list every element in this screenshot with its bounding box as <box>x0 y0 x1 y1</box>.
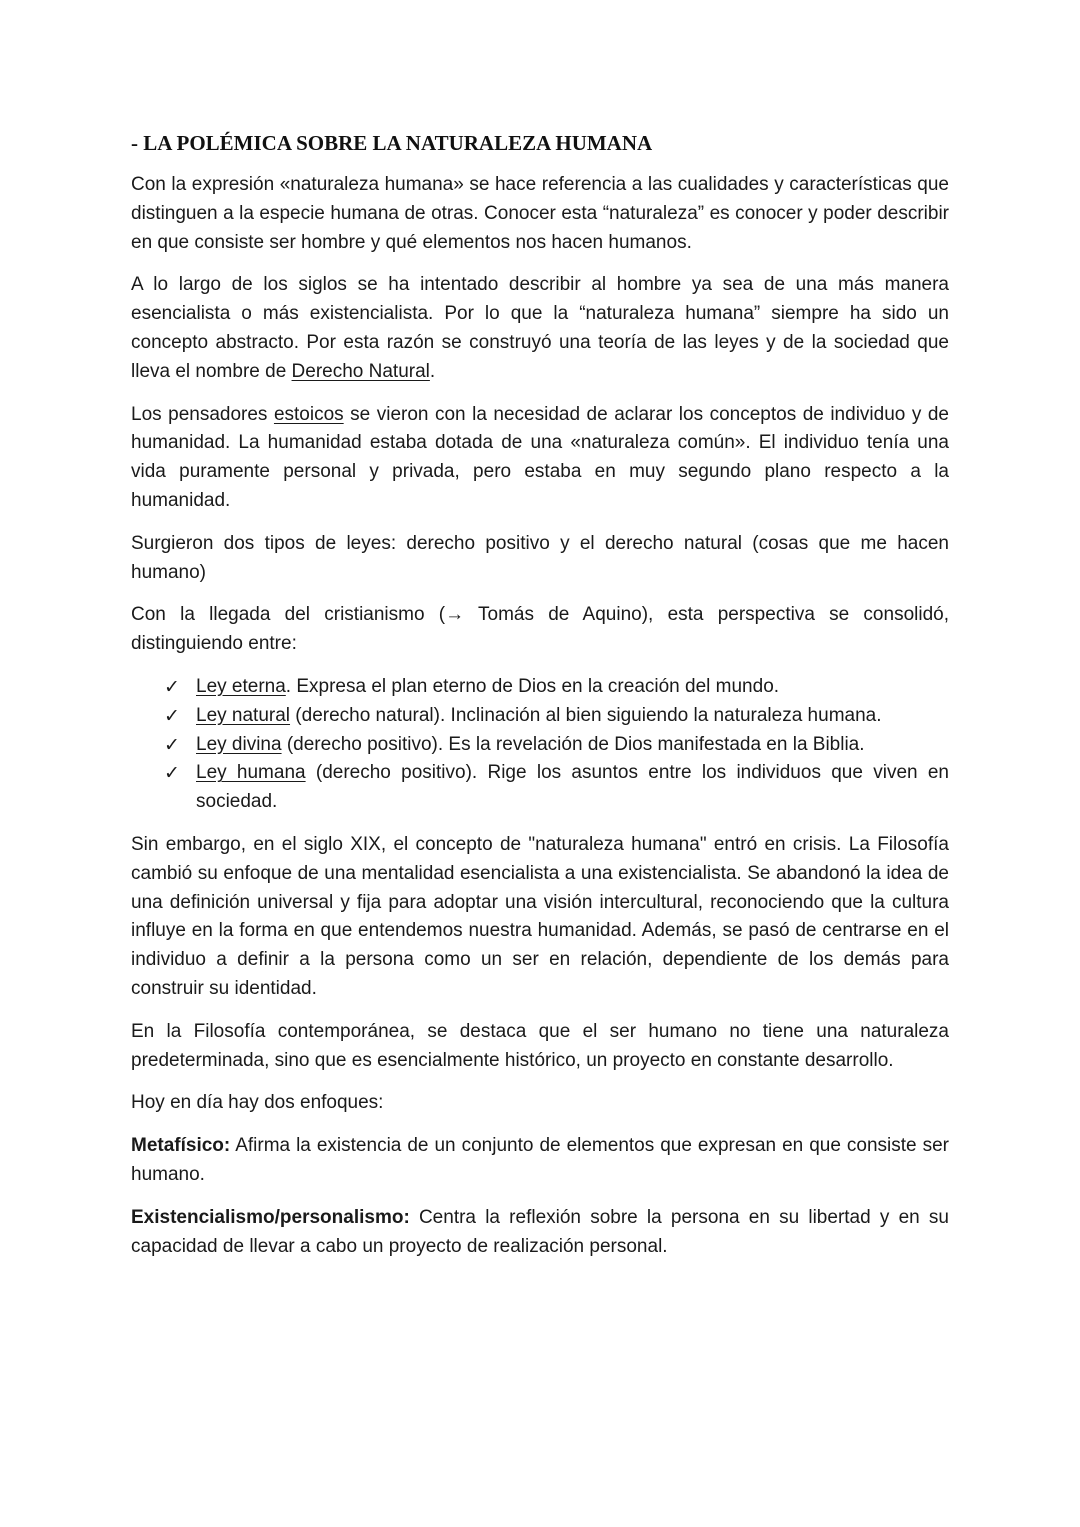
list-item <box>131 759 949 817</box>
checkmark-icon: ✓ <box>164 704 180 727</box>
paragraph-crisis: Sin embargo, en el siglo XIX, el concepto de "naturaleza humana" entró en crisis. La Filosofía cambió su enfoque de una mentalidad esencialista a una existencialista. Se abandonó la idea de una definición universal y fija para adoptar una visión intercultural, reconociendo que la cultura influye en la forma en que entendemos nuestra humanidad. Además, se pasó de centrarse en el individuo a definir a la persona como un ser en relación, dependiente de los demás para construir su identidad. <box>131 833 949 999</box>
document-page <box>131 128 949 1275</box>
law-term: Ley humana <box>196 762 306 784</box>
law-term: Ley natural <box>196 704 291 726</box>
text: . <box>429 360 436 382</box>
paragraph-approaches-intro: Hoy en día hay dos enfoques: <box>131 1092 384 1114</box>
law-text: (derecho positivo). Rige los asuntos entre los individuos que viven en sociedad. <box>196 762 949 813</box>
law-term: Ley eterna <box>196 675 286 697</box>
text: Los pensadores <box>131 403 274 425</box>
checkmark-icon: ✓ <box>164 675 180 698</box>
paragraph-intro: Con la expresión «naturaleza humana» se hace referencia a las cualidades y características que distinguen a la especie humana de otras. Conocer esta “naturaleza” es conocer y poder describir en que consiste ser hombre y qué elementos nos hacen humanos. <box>131 174 949 253</box>
term-derecho-natural: Derecho Natural <box>291 360 430 382</box>
checkmark-icon: ✓ <box>164 762 180 785</box>
law-term: Ley divina <box>196 733 282 755</box>
paragraph-metaphysical <box>131 1132 949 1190</box>
paragraph-laws-types: Surgieron dos tipos de leyes: derecho positivo y el derecho natural (cosas que me hacen humano) <box>131 532 949 583</box>
list-item <box>131 702 949 731</box>
text: se vieron con la necesidad de aclarar los conceptos de individuo y de humanidad. La humanidad estaba dotada de una «naturaleza común». El individuo tenía una vida puramente personal y privada, pero estaba en muy segundo plano respecto a la humanidad. <box>131 403 949 511</box>
paragraph-history <box>131 271 949 386</box>
paragraph-contemporary: En la Filosofía contemporánea, se destaca que el ser humano no tiene una naturaleza predeterminada, sino que es esencialmente histórico, un proyecto en constante desarrollo. <box>131 1020 949 1071</box>
approach-label: Existencialismo/personalismo: <box>131 1206 410 1228</box>
list-item <box>131 673 949 702</box>
section-heading: - LA POLÉMICA SOBRE LA NATURALEZA HUMANA <box>131 131 653 155</box>
approach-label: Metafísico: <box>131 1135 231 1157</box>
text: A lo largo de los siglos se ha intentado describir al hombre ya sea de una más manera esencialista o más existencialista. Por lo que la “naturaleza humana” siempre ha sido un concepto abstracto. Por esta razón se construyó una teoría de las leyes y de la sociedad que lleva el nombre de <box>131 274 949 382</box>
checkmark-icon: ✓ <box>164 733 180 756</box>
law-text: . Expresa el plan eterno de Dios en la creación del mundo. <box>285 675 780 697</box>
paragraph-stoics <box>131 401 949 516</box>
paragraph-existentialism <box>131 1204 949 1262</box>
list-item <box>131 731 949 760</box>
approach-text: Afirma la existencia de un conjunto de elementos que expresan en que consiste ser humano. <box>131 1135 949 1185</box>
term-estoicos: estoicos <box>273 403 344 425</box>
paragraph-christianity: Con la llegada del cristianismo (→ Tomás de Aquino), esta perspectiva se consolidó, distinguiendo entre: <box>131 604 949 655</box>
approach-text: Centra la reflexión sobre la persona en su libertad y en su capacidad de llevar a cabo un proyecto de realización personal. <box>131 1206 949 1257</box>
law-text: (derecho natural). Inclinación al bien siguiendo la naturaleza humana. <box>290 704 882 726</box>
laws-list <box>131 673 949 817</box>
law-text: (derecho positivo). Es la revelación de Dios manifestada en la Biblia. <box>281 733 865 755</box>
